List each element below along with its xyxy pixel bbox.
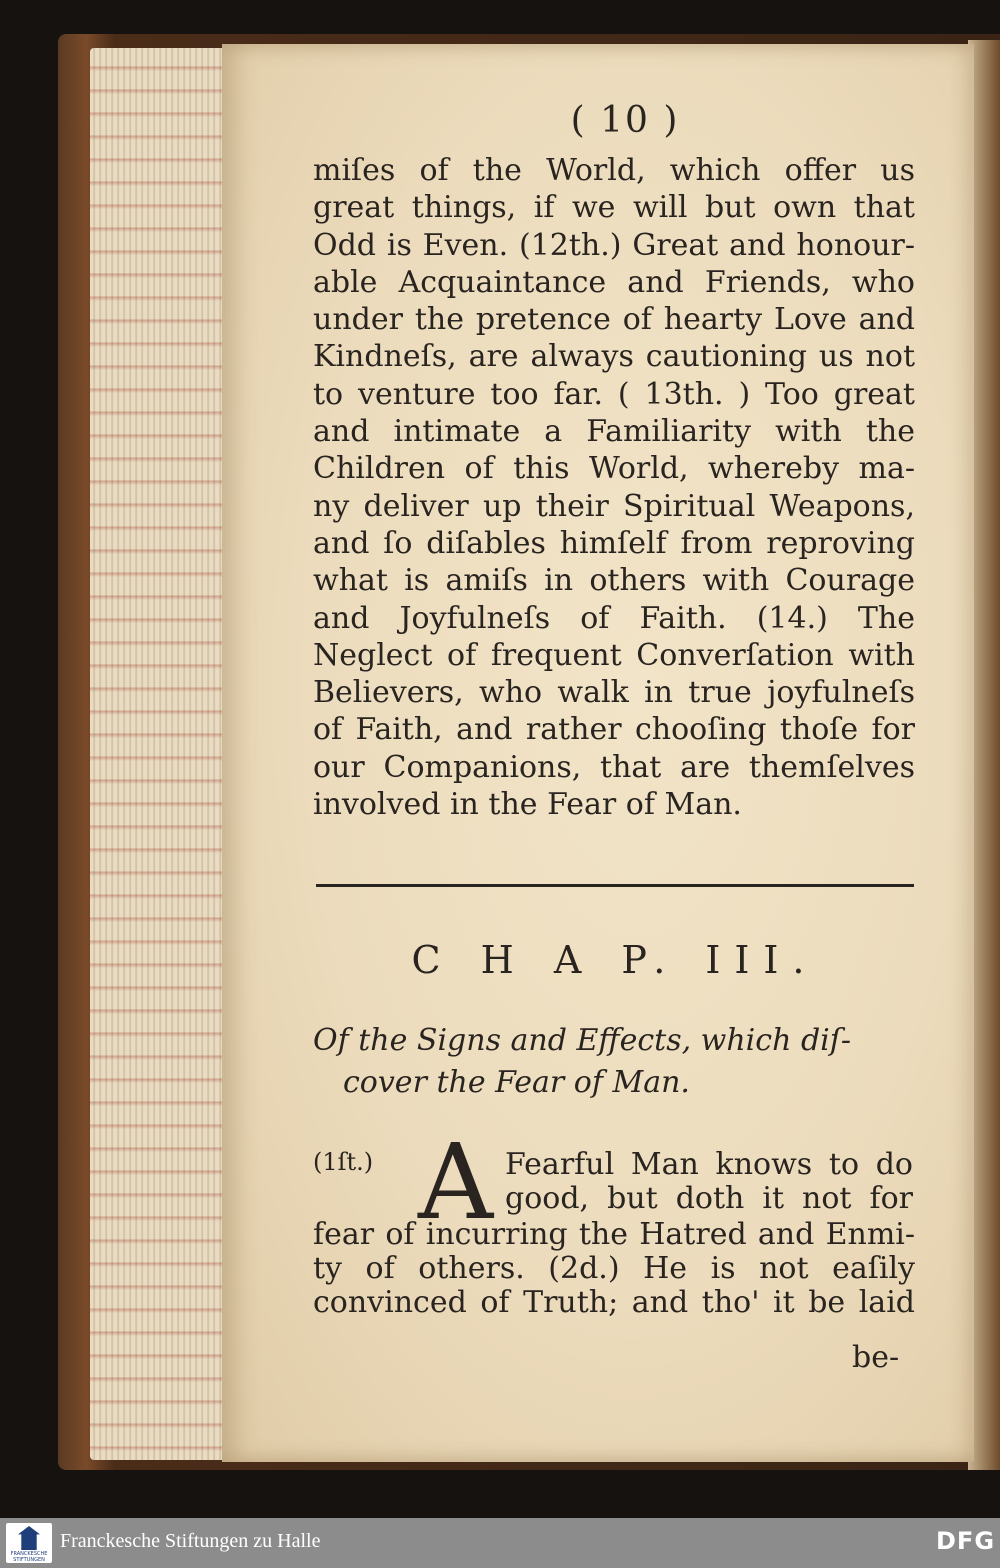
paragraph-line: under the pretence of hearty Love and — [313, 302, 915, 338]
section-rule — [316, 884, 914, 887]
chapter-subtitle-line: Of the Signs and Effects, which diſ- — [313, 1023, 851, 1058]
paragraph-line: and ſo diſables himſelf from reproving — [313, 525, 915, 561]
paragraph-line: ty of others. (2d.) He is not eaſily — [313, 1251, 915, 1286]
paragraph-line: fear of incurring the Hatred and Enmi- — [313, 1217, 915, 1252]
paragraph-line: involved in the Fear of Man. — [313, 787, 742, 823]
paragraph-line: ny deliver up their Spiritual Weapons, — [313, 488, 915, 524]
paragraph-line: Children of this World, whereby ma- — [313, 451, 915, 487]
institution-name[interactable]: Franckesche Stiftungen zu Halle — [60, 1530, 321, 1552]
paragraph-line: of Faith, and rather chooſing thoſe for — [313, 712, 915, 748]
logo-caption: FRANCKESCHE STIFTUNGEN — [10, 1551, 48, 1563]
paragraph-line: Believers, who walk in true joyfulneſs — [313, 675, 915, 711]
chapter-heading: C H A P. III. — [411, 938, 819, 982]
paragraph-line: Kindneſs, are always cautioning us not — [313, 339, 915, 375]
paragraph-line: miſes of the World, which offer us — [313, 153, 915, 188]
paragraph-line: to venture too far. ( 13th. ) Too great — [313, 376, 915, 412]
paragraph-line: great things, if we will but own that — [313, 190, 915, 226]
paragraph-line: Neglect of frequent Converſation with — [313, 637, 915, 673]
paragraph-line: able Acquaintance and Friends, who — [313, 264, 915, 300]
page-edges — [90, 48, 225, 1460]
section-marker: (1ſt.) — [313, 1148, 374, 1176]
paragraph-line: our Companions, that are themſelves — [313, 749, 915, 785]
paragraph-line: and intimate a Familiarity with the — [313, 414, 915, 450]
chapter-subtitle-line: cover the Fear of Man. — [343, 1065, 690, 1100]
paragraph-line: what is amiſs in others with Courage — [313, 563, 915, 599]
paragraph-line: Odd is Even. (12th.) Great and honour- — [313, 227, 915, 263]
paragraph-line: and Joyfulneſs of Faith. (14.) The — [313, 600, 915, 636]
paragraph-2 — [313, 1218, 915, 1320]
page-number: ( 10 ) — [570, 100, 680, 141]
paragraph-2-opening — [505, 1148, 913, 1216]
paragraph-line: convinced of Truth; and tho' it be laid — [313, 1285, 915, 1320]
catchword: be- — [852, 1340, 900, 1375]
paragraph-line: good, but doth it not for — [505, 1181, 913, 1216]
paragraph-1 — [313, 152, 915, 823]
paragraph-line: Fearful Man knows to do — [505, 1147, 913, 1182]
drop-cap: A — [418, 1121, 494, 1243]
dfg-logo[interactable]: DFG — [936, 1527, 996, 1555]
chapter-subtitle — [313, 1020, 918, 1104]
